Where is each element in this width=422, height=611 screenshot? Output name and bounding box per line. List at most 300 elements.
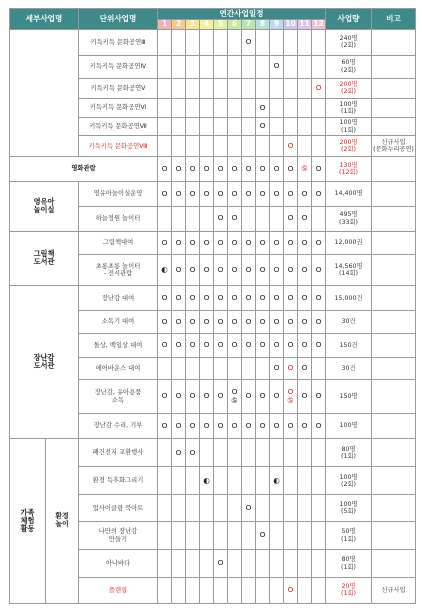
month-mark-cell	[312, 136, 326, 157]
table-row	[10, 181, 416, 206]
month-mark-cell: O	[228, 255, 242, 286]
quantity-cell: 12,000권	[326, 231, 372, 255]
month-mark-cell: O	[298, 380, 312, 413]
month-mark-cell: O	[200, 311, 214, 334]
month-mark-cell	[298, 439, 312, 467]
unit-name: 에어바운스 대여	[79, 357, 158, 380]
month-mark-cell: O	[298, 231, 312, 255]
quantity-cell: 100명	[326, 413, 372, 439]
month-mark-cell: O	[186, 333, 200, 357]
unit-name: 플렌링	[79, 577, 158, 603]
month-mark-cell: O	[228, 311, 242, 334]
month-mark-cell: O	[242, 311, 256, 334]
month-mark-cell	[158, 522, 172, 550]
remarks-cell	[372, 495, 416, 522]
month-mark-cell	[228, 522, 242, 550]
table-row	[10, 439, 416, 467]
month-mark-cell: O	[312, 413, 326, 439]
table-row	[10, 286, 416, 311]
month-mark-cell: O	[256, 231, 270, 255]
remarks-cell	[372, 99, 416, 118]
month-mark-cell	[284, 55, 298, 78]
month-mark-cell	[214, 30, 228, 56]
month-mark-cell	[200, 136, 214, 157]
month-mark-cell: O	[312, 157, 326, 182]
unit-name: 하늘정원 놀이터	[79, 206, 158, 231]
month-mark-cell	[284, 99, 298, 118]
month-mark-cell	[270, 206, 284, 231]
month-mark-cell	[270, 99, 284, 118]
month-mark-cell	[158, 467, 172, 495]
month-mark-cell: O	[312, 78, 326, 99]
month-mark-cell	[242, 136, 256, 157]
remarks-cell	[372, 311, 416, 334]
month-mark-cell	[158, 136, 172, 157]
month-mark-cell	[172, 522, 186, 550]
month-mark-cell	[214, 55, 228, 78]
month-mark-cell	[172, 577, 186, 603]
quantity-cell: 80명 (1회)	[326, 439, 372, 467]
month-mark-cell: O	[312, 333, 326, 357]
month-label: 7	[242, 20, 256, 30]
month-mark-cell	[186, 522, 200, 550]
month-mark-cell: O	[200, 286, 214, 311]
quantity-cell: 15,000건	[326, 286, 372, 311]
month-mark-cell	[298, 99, 312, 118]
month-mark-cell: O	[214, 206, 228, 231]
month-mark-cell: O	[242, 333, 256, 357]
month-mark-cell: O	[214, 181, 228, 206]
unit-name: 아나바다	[79, 550, 158, 578]
month-mark-cell	[298, 136, 312, 157]
month-mark-cell	[158, 55, 172, 78]
month-mark-cell	[312, 495, 326, 522]
month-mark-cell	[298, 550, 312, 578]
month-mark-cell: O	[298, 333, 312, 357]
month-mark-cell: O	[214, 550, 228, 578]
month-mark-cell	[158, 99, 172, 118]
month-mark-cell	[298, 467, 312, 495]
month-mark-cell	[270, 550, 284, 578]
month-mark-cell: O	[214, 413, 228, 439]
month-mark-cell	[312, 550, 326, 578]
month-mark-cell: O	[312, 311, 326, 334]
month-mark-cell: O	[214, 333, 228, 357]
month-mark-cell	[270, 78, 284, 99]
month-mark-cell: O	[214, 286, 228, 311]
remarks-cell	[372, 357, 416, 380]
unit-name: 키득키득 문화공연Ⅶ	[79, 117, 158, 136]
month-mark-cell	[200, 117, 214, 136]
month-mark-cell: O	[186, 157, 200, 182]
month-mark-cell	[172, 136, 186, 157]
month-mark-cell	[284, 495, 298, 522]
month-mark-cell	[172, 467, 186, 495]
month-label: 5	[214, 20, 228, 30]
month-mark-cell	[228, 577, 242, 603]
month-mark-cell: O	[242, 413, 256, 439]
month-mark-cell	[186, 117, 200, 136]
month-mark-cell	[200, 522, 214, 550]
header-schedule: 연간사업일정	[158, 9, 326, 20]
unit-name: 돌상, 백일상 대여	[79, 333, 158, 357]
month-mark-cell	[256, 357, 270, 380]
month-mark-cell: O	[228, 181, 242, 206]
month-mark-cell: O	[158, 157, 172, 182]
month-mark-cell: O	[298, 357, 312, 380]
month-mark-cell: O	[284, 286, 298, 311]
month-mark-cell	[172, 550, 186, 578]
month-mark-cell	[214, 78, 228, 99]
unit-name: 키득키득 문화공연Ⅳ	[79, 55, 158, 78]
month-mark-cell: O	[200, 255, 214, 286]
month-mark-cell	[298, 55, 312, 78]
quantity-cell: 100명 (2회)	[326, 467, 372, 495]
month-label: 3	[186, 20, 200, 30]
month-mark-cell: O	[228, 231, 242, 255]
month-mark-cell	[214, 467, 228, 495]
month-mark-cell: O	[200, 333, 214, 357]
month-mark-cell: O	[284, 255, 298, 286]
month-mark-cell: O	[256, 380, 270, 413]
month-mark-cell	[200, 55, 214, 78]
annual-schedule-table	[9, 8, 416, 604]
month-mark-cell: O	[284, 231, 298, 255]
month-mark-cell	[242, 55, 256, 78]
month-mark-cell	[270, 577, 284, 603]
quantity-cell: 150명	[326, 380, 372, 413]
remarks-cell	[372, 78, 416, 99]
header-unit: 단위사업명	[79, 9, 158, 30]
month-mark-cell	[312, 117, 326, 136]
subgroup-eco-play: 환경 놀이	[46, 439, 79, 604]
month-mark-cell: O	[312, 286, 326, 311]
month-mark-cell: O	[172, 181, 186, 206]
month-mark-cell: O	[200, 181, 214, 206]
month-label: 6	[228, 20, 242, 30]
month-mark-cell	[242, 439, 256, 467]
month-mark-cell: O	[214, 380, 228, 413]
month-mark-cell	[270, 522, 284, 550]
month-mark-cell	[298, 577, 312, 603]
month-mark-cell: O ⑤	[284, 380, 298, 413]
month-mark-cell: O	[200, 157, 214, 182]
month-mark-cell: O	[242, 286, 256, 311]
month-mark-cell: O	[186, 181, 200, 206]
month-mark-cell	[158, 577, 172, 603]
month-mark-cell: O	[312, 231, 326, 255]
month-mark-cell	[228, 550, 242, 578]
month-mark-cell: O	[256, 99, 270, 118]
month-mark-cell	[172, 495, 186, 522]
month-mark-cell	[172, 30, 186, 56]
month-mark-cell: O	[172, 311, 186, 334]
remarks-cell	[372, 255, 416, 286]
month-mark-cell: O	[172, 439, 186, 467]
month-mark-cell	[312, 577, 326, 603]
remarks-cell	[372, 439, 416, 467]
month-mark-cell	[242, 99, 256, 118]
quantity-cell: 80명 (1회)	[326, 550, 372, 578]
month-label: 1	[158, 20, 172, 30]
month-mark-cell: O	[242, 255, 256, 286]
month-mark-cell: ◐	[200, 467, 214, 495]
month-mark-cell: O	[214, 231, 228, 255]
month-mark-cell	[186, 357, 200, 380]
unit-name: 장난감 수리, 기부	[79, 413, 158, 439]
quantity-cell: 100명 (1회)	[326, 99, 372, 118]
unit-name: 키득키득 문화공연Ⅵ	[79, 99, 158, 118]
month-mark-cell: O	[312, 181, 326, 206]
month-mark-cell: O	[270, 181, 284, 206]
month-mark-cell	[312, 55, 326, 78]
month-mark-cell: O	[284, 157, 298, 182]
month-mark-cell	[158, 30, 172, 56]
month-label: 2	[172, 20, 186, 30]
month-mark-cell: O	[200, 413, 214, 439]
month-mark-cell	[312, 439, 326, 467]
month-mark-cell	[186, 78, 200, 99]
month-mark-cell	[228, 136, 242, 157]
month-mark-cell	[256, 550, 270, 578]
month-mark-cell: O	[270, 333, 284, 357]
table-row	[10, 30, 416, 56]
month-mark-cell	[284, 439, 298, 467]
month-mark-cell	[214, 117, 228, 136]
month-mark-cell	[200, 495, 214, 522]
quantity-cell: 20명 (1회)	[326, 577, 372, 603]
month-label: 11	[299, 19, 310, 29]
category-empty	[10, 30, 79, 157]
month-mark-cell	[158, 439, 172, 467]
quantity-cell: 100명 (5회)	[326, 495, 372, 522]
month-mark-cell: O	[172, 286, 186, 311]
month-mark-cell	[242, 78, 256, 99]
month-mark-cell	[172, 357, 186, 380]
month-mark-cell	[270, 30, 284, 56]
month-mark-cell: O	[214, 311, 228, 334]
month-label: 12	[313, 19, 324, 29]
month-mark-cell	[256, 30, 270, 56]
remarks-cell: 신규사업 (문화누리공연)	[372, 136, 416, 157]
month-mark-cell	[298, 30, 312, 56]
month-mark-cell: O	[186, 311, 200, 334]
month-mark-cell	[228, 495, 242, 522]
month-mark-cell: O	[256, 333, 270, 357]
month-mark-cell	[186, 550, 200, 578]
month-mark-cell	[270, 117, 284, 136]
month-mark-cell: ◐	[270, 467, 284, 495]
month-mark-cell	[242, 206, 256, 231]
table-row	[10, 231, 416, 255]
month-mark-cell: O	[270, 157, 284, 182]
month-mark-cell	[200, 357, 214, 380]
unit-name: 환경 득후화그리기	[79, 467, 158, 495]
month-mark-cell: O	[186, 255, 200, 286]
month-mark-cell: O ⑤	[228, 380, 242, 413]
quantity-cell: 30건	[326, 311, 372, 334]
month-mark-cell: O	[158, 181, 172, 206]
month-mark-cell: O	[270, 357, 284, 380]
month-mark-cell: O	[200, 380, 214, 413]
month-mark-cell	[214, 439, 228, 467]
month-mark-cell: O	[270, 231, 284, 255]
month-mark-cell: O	[186, 439, 200, 467]
month-mark-cell	[172, 99, 186, 118]
quantity-cell: 100명 (1회)	[326, 117, 372, 136]
month-mark-cell: O	[270, 55, 284, 78]
month-mark-cell: O	[284, 311, 298, 334]
month-mark-cell	[242, 522, 256, 550]
quantity-cell: 200명 (2회)	[326, 78, 372, 99]
remarks-cell	[372, 30, 416, 56]
month-mark-cell	[228, 439, 242, 467]
month-mark-cell: O	[298, 181, 312, 206]
month-mark-cell	[242, 550, 256, 578]
month-mark-cell: O	[256, 181, 270, 206]
month-mark-cell: O	[256, 286, 270, 311]
month-mark-cell	[242, 577, 256, 603]
month-mark-cell	[284, 550, 298, 578]
month-mark-cell: O	[172, 380, 186, 413]
group-infant-playroom: 영유아 놀이실	[10, 181, 79, 231]
month-mark-cell	[172, 206, 186, 231]
month-mark-cell: O	[228, 333, 242, 357]
month-mark-cell: O	[256, 157, 270, 182]
month-mark-cell: O	[172, 255, 186, 286]
month-mark-cell: O	[158, 231, 172, 255]
month-mark-cell: O	[242, 495, 256, 522]
month-mark-cell	[186, 55, 200, 78]
month-mark-cell: O	[312, 380, 326, 413]
month-mark-cell: O	[158, 311, 172, 334]
month-mark-cell	[200, 99, 214, 118]
month-mark-cell	[228, 78, 242, 99]
month-mark-cell	[256, 467, 270, 495]
month-mark-cell: O	[186, 413, 200, 439]
remarks-cell	[372, 333, 416, 357]
month-mark-cell: O	[284, 333, 298, 357]
month-mark-cell	[298, 78, 312, 99]
month-label: 9	[270, 20, 284, 30]
month-mark-cell: O	[214, 157, 228, 182]
month-mark-cell	[186, 577, 200, 603]
month-mark-cell: O	[186, 286, 200, 311]
month-mark-cell	[256, 206, 270, 231]
remarks-cell	[372, 206, 416, 231]
month-mark-cell: O	[172, 231, 186, 255]
header-quantity: 사업량	[326, 9, 372, 30]
month-mark-cell: O	[242, 231, 256, 255]
month-mark-cell	[186, 136, 200, 157]
month-mark-cell	[158, 78, 172, 99]
header-category: 세부사업명	[10, 9, 79, 30]
month-mark-cell	[200, 78, 214, 99]
month-mark-cell: O	[256, 413, 270, 439]
month-mark-cell: O	[312, 255, 326, 286]
month-mark-cell	[312, 522, 326, 550]
remarks-cell	[372, 157, 416, 182]
month-mark-cell	[158, 206, 172, 231]
month-mark-cell	[242, 357, 256, 380]
month-mark-cell: O	[228, 157, 242, 182]
month-mark-cell	[228, 99, 242, 118]
month-mark-cell: O	[284, 181, 298, 206]
month-mark-cell: O	[284, 206, 298, 231]
month-mark-cell: O	[256, 117, 270, 136]
month-mark-cell	[312, 30, 326, 56]
month-mark-cell	[284, 117, 298, 136]
quantity-cell: 130명 (12회)	[326, 157, 372, 182]
month-mark-cell: O	[242, 30, 256, 56]
month-mark-cell	[298, 117, 312, 136]
month-mark-cell	[228, 467, 242, 495]
month-mark-cell	[186, 467, 200, 495]
unit-name: 나만의 장난감 만들기	[79, 522, 158, 550]
quantity-cell: 14,400명	[326, 181, 372, 206]
unit-name: 영화관람	[10, 157, 158, 182]
month-mark-cell: O	[256, 255, 270, 286]
month-mark-cell	[186, 30, 200, 56]
month-mark-cell	[214, 522, 228, 550]
month-mark-cell	[186, 495, 200, 522]
month-mark-cell: O	[298, 311, 312, 334]
month-label: 8	[256, 20, 270, 30]
month-mark-cell: O	[256, 311, 270, 334]
remarks-cell	[372, 550, 416, 578]
group-toy-library: 장난감 도서관	[10, 286, 79, 439]
month-mark-cell: O	[200, 231, 214, 255]
group-family-experience: 가족 체험 활동	[10, 439, 46, 604]
month-mark-cell	[256, 577, 270, 603]
month-mark-cell	[256, 495, 270, 522]
month-mark-cell	[312, 206, 326, 231]
remarks-cell	[372, 286, 416, 311]
month-mark-cell	[200, 577, 214, 603]
month-mark-cell	[312, 467, 326, 495]
month-mark-cell	[200, 30, 214, 56]
quantity-cell: 14,560명 (14회)	[326, 255, 372, 286]
unit-name: 장난감 대여	[79, 286, 158, 311]
quantity-cell: 150건	[326, 333, 372, 357]
month-mark-cell: O	[172, 333, 186, 357]
month-mark-cell: O	[298, 206, 312, 231]
quantity-cell: 495명 (33회)	[326, 206, 372, 231]
month-mark-cell: O	[284, 577, 298, 603]
month-mark-cell: O	[186, 231, 200, 255]
quantity-cell: 60명 (2회)	[326, 55, 372, 78]
month-mark-cell: O	[284, 413, 298, 439]
unit-name: 그림책대여	[79, 231, 158, 255]
month-mark-cell: O	[172, 157, 186, 182]
month-mark-cell	[228, 30, 242, 56]
month-mark-cell	[200, 439, 214, 467]
month-mark-cell: O	[158, 333, 172, 357]
month-mark-cell: O	[228, 286, 242, 311]
month-mark-cell	[172, 55, 186, 78]
month-mark-cell: O	[284, 136, 298, 157]
unit-name: 업사이클링 북아트	[79, 495, 158, 522]
month-mark-cell	[228, 117, 242, 136]
remarks-cell	[372, 413, 416, 439]
month-mark-cell	[284, 78, 298, 99]
month-mark-cell: O	[284, 357, 298, 380]
remarks-cell	[372, 181, 416, 206]
month-label: 4	[200, 20, 214, 30]
month-mark-cell	[200, 550, 214, 578]
month-mark-cell: O	[172, 413, 186, 439]
month-mark-cell	[242, 467, 256, 495]
